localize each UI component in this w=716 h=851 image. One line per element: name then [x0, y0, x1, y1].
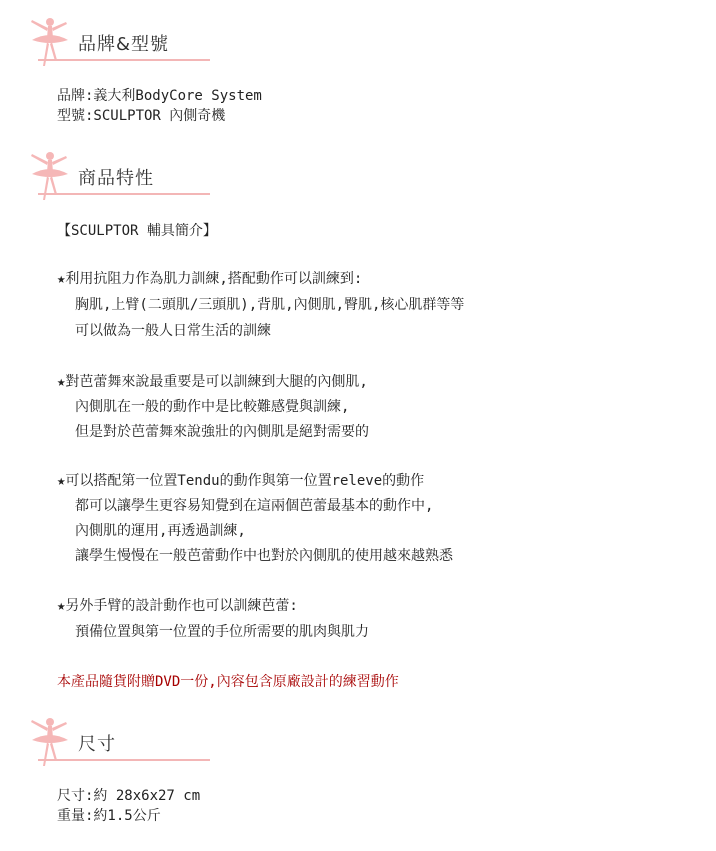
section-title-features: 商品特性	[78, 168, 154, 189]
section-title-brand: 品牌&型號	[78, 34, 170, 55]
size-line: 尺寸:約 28x6x27 cm	[57, 788, 201, 804]
section-header-size	[18, 714, 198, 772]
ballerina-icon	[18, 14, 78, 72]
section-header-brand	[18, 14, 198, 72]
feature-item-2-line-2: 內側肌在一般的動作中是比較難感覺與訓練,	[75, 399, 350, 415]
feature-item-2-line-1: ★對芭蕾舞來說最重要是可以訓練到大腿的內側肌,	[57, 374, 368, 390]
features-intro: 【SCULPTOR 輔具簡介】	[57, 223, 217, 239]
feature-item-1-line-1: ★利用抗阻力作為肌力訓練,搭配動作可以訓練到:	[57, 271, 363, 287]
section-title-size: 尺寸	[78, 734, 116, 755]
section-underline	[38, 59, 210, 61]
feature-item-1-line-2: 胸肌,上臂(二頭肌/三頭肌),背肌,內側肌,臀肌,核心肌群等等	[75, 297, 465, 313]
feature-item-3-line-3: 內側肌的運用,再透過訓練,	[75, 523, 246, 539]
weight-line: 重量:約1.5公斤	[57, 808, 161, 824]
section-underline	[38, 193, 210, 195]
feature-item-4-line-2: 預備位置與第一位置的手位所需要的肌肉與肌力	[75, 624, 369, 640]
section-header-features	[18, 148, 198, 206]
feature-item-3-line-4: 讓學生慢慢在一般芭蕾動作中也對於內側肌的使用越來越熟悉	[75, 548, 453, 564]
model-line: 型號:SCULPTOR 內側奇機	[57, 108, 226, 124]
dvd-note: 本產品隨貨附贈DVD一份,內容包含原廠設計的練習動作	[57, 674, 399, 690]
feature-item-4-line-1: ★另外手臂的設計動作也可以訓練芭蕾:	[57, 598, 298, 614]
brand-line: 品牌:義大利BodyCore System	[57, 88, 262, 104]
section-underline	[38, 759, 210, 761]
feature-item-1-line-3: 可以做為一般人日常生活的訓練	[75, 323, 271, 339]
feature-item-3-line-1: ★可以搭配第一位置Tendu的動作與第一位置releve的動作	[57, 473, 425, 489]
feature-item-2-line-3: 但是對於芭蕾舞來說強壯的內側肌是絕對需要的	[75, 424, 369, 440]
ballerina-icon	[18, 714, 78, 772]
feature-item-3-line-2: 都可以讓學生更容易知覺到在這兩個芭蕾最基本的動作中,	[75, 498, 434, 514]
ballerina-icon	[18, 148, 78, 206]
